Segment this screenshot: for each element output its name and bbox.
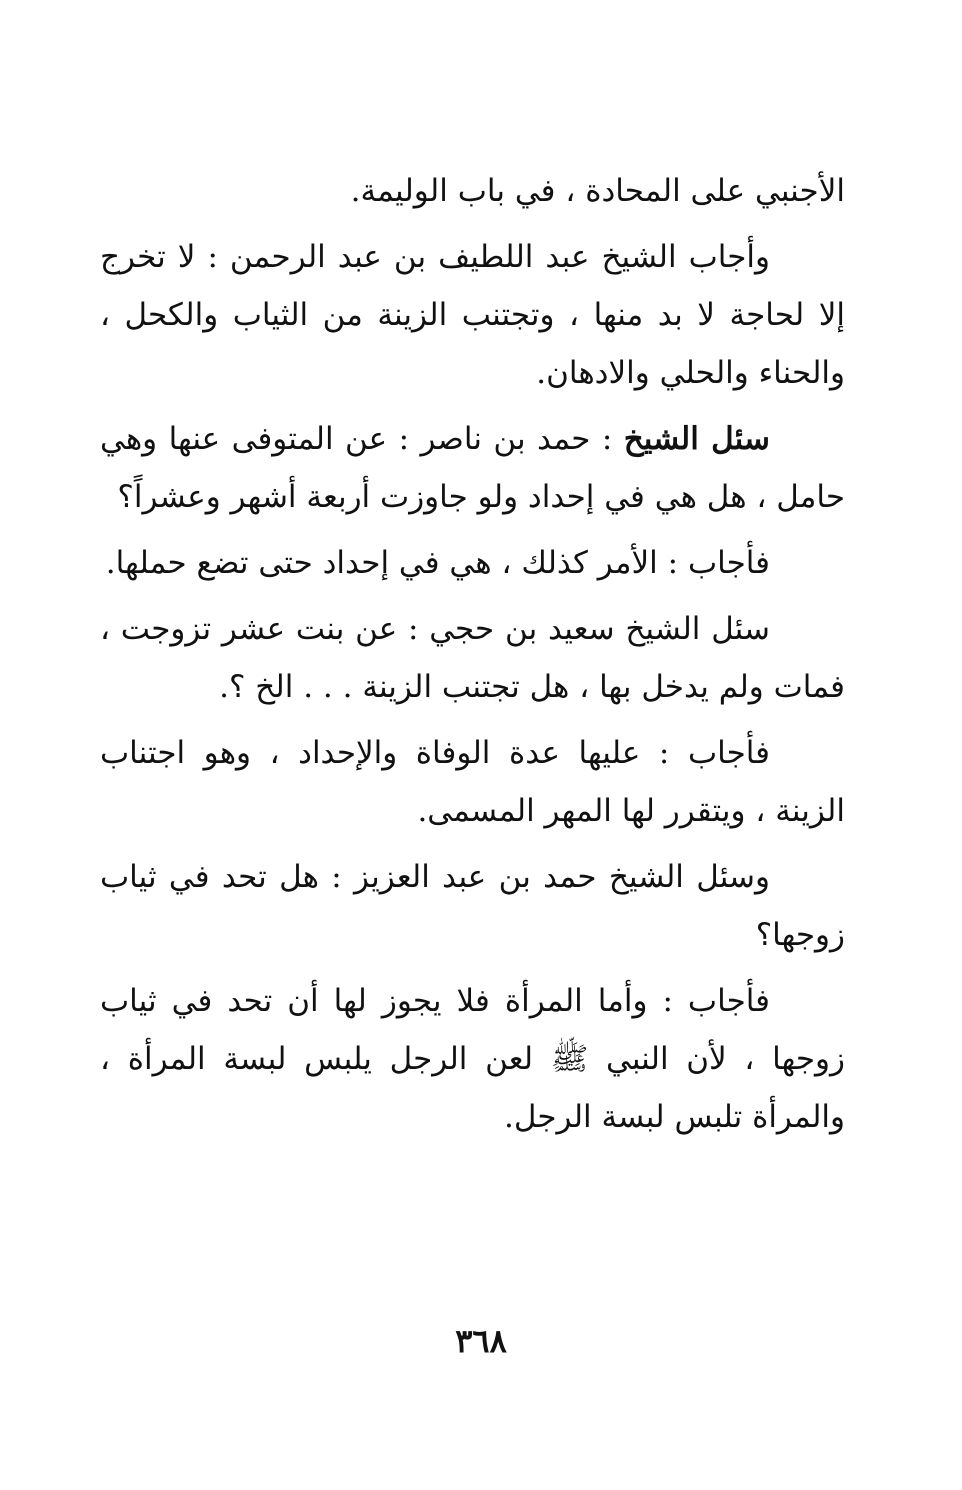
paragraph-text: سئل الشيخ سعيد بن حجي : عن بنت عشر تزوجت ، فمات ولم يدخل بها ، هل تجتنب الزينة . . . الخ ؟. bbox=[100, 611, 845, 705]
paragraph-lead: سئل الشيخ bbox=[623, 421, 770, 457]
paragraph-text: فأجاب : وأما المرأة فلا يجوز لها أن تحد في ثياب زوجها ، لأن النبي ﷺ لعن الرجل يلبس لبسة المرأة ، والمرأة تلبس لبسة الرجل. bbox=[100, 983, 845, 1135]
paragraph-text: فأجاب : عليها عدة الوفاة والإحداد ، وهو اجتناب الزينة ، ويتقرر لها المهر المسمى. bbox=[100, 735, 845, 829]
paragraph-text: الأجنبي على المحادة ، في باب الوليمة. bbox=[350, 173, 845, 209]
paragraph-text: فأجاب : الأمر كذلك ، هي في إحداد حتى تضع حملها. bbox=[105, 545, 770, 581]
paragraph-1 bbox=[100, 162, 845, 220]
paragraph-8 bbox=[100, 972, 845, 1146]
paragraph-text: وأجاب الشيخ عبد اللطيف بن عبد الرحمن : لا تخرج إلا لحاجة لا بد منها ، وتجتنب الزينة من الثياب والكحل ، والحناء والحلي والادهان. bbox=[100, 239, 845, 391]
body-text bbox=[100, 162, 845, 1154]
page-number: ٣٦٨ bbox=[455, 1322, 507, 1360]
paragraph-text: وسئل الشيخ حمد بن عبد العزيز : هل تحد في ثياب زوجها؟ bbox=[100, 859, 845, 953]
paragraph-3 bbox=[100, 410, 845, 526]
paragraph-2 bbox=[100, 228, 845, 402]
paragraph-4 bbox=[100, 534, 845, 592]
paragraph-6 bbox=[100, 724, 845, 840]
paragraph-7 bbox=[100, 848, 845, 964]
paragraph-5 bbox=[100, 600, 845, 716]
paragraph-text: : حمد بن ناصر : عن المتوفى عنها وهي حامل ، هل هي في إحداد ولو جاوزت أربعة أشهر وعشراً؟ bbox=[100, 421, 845, 515]
